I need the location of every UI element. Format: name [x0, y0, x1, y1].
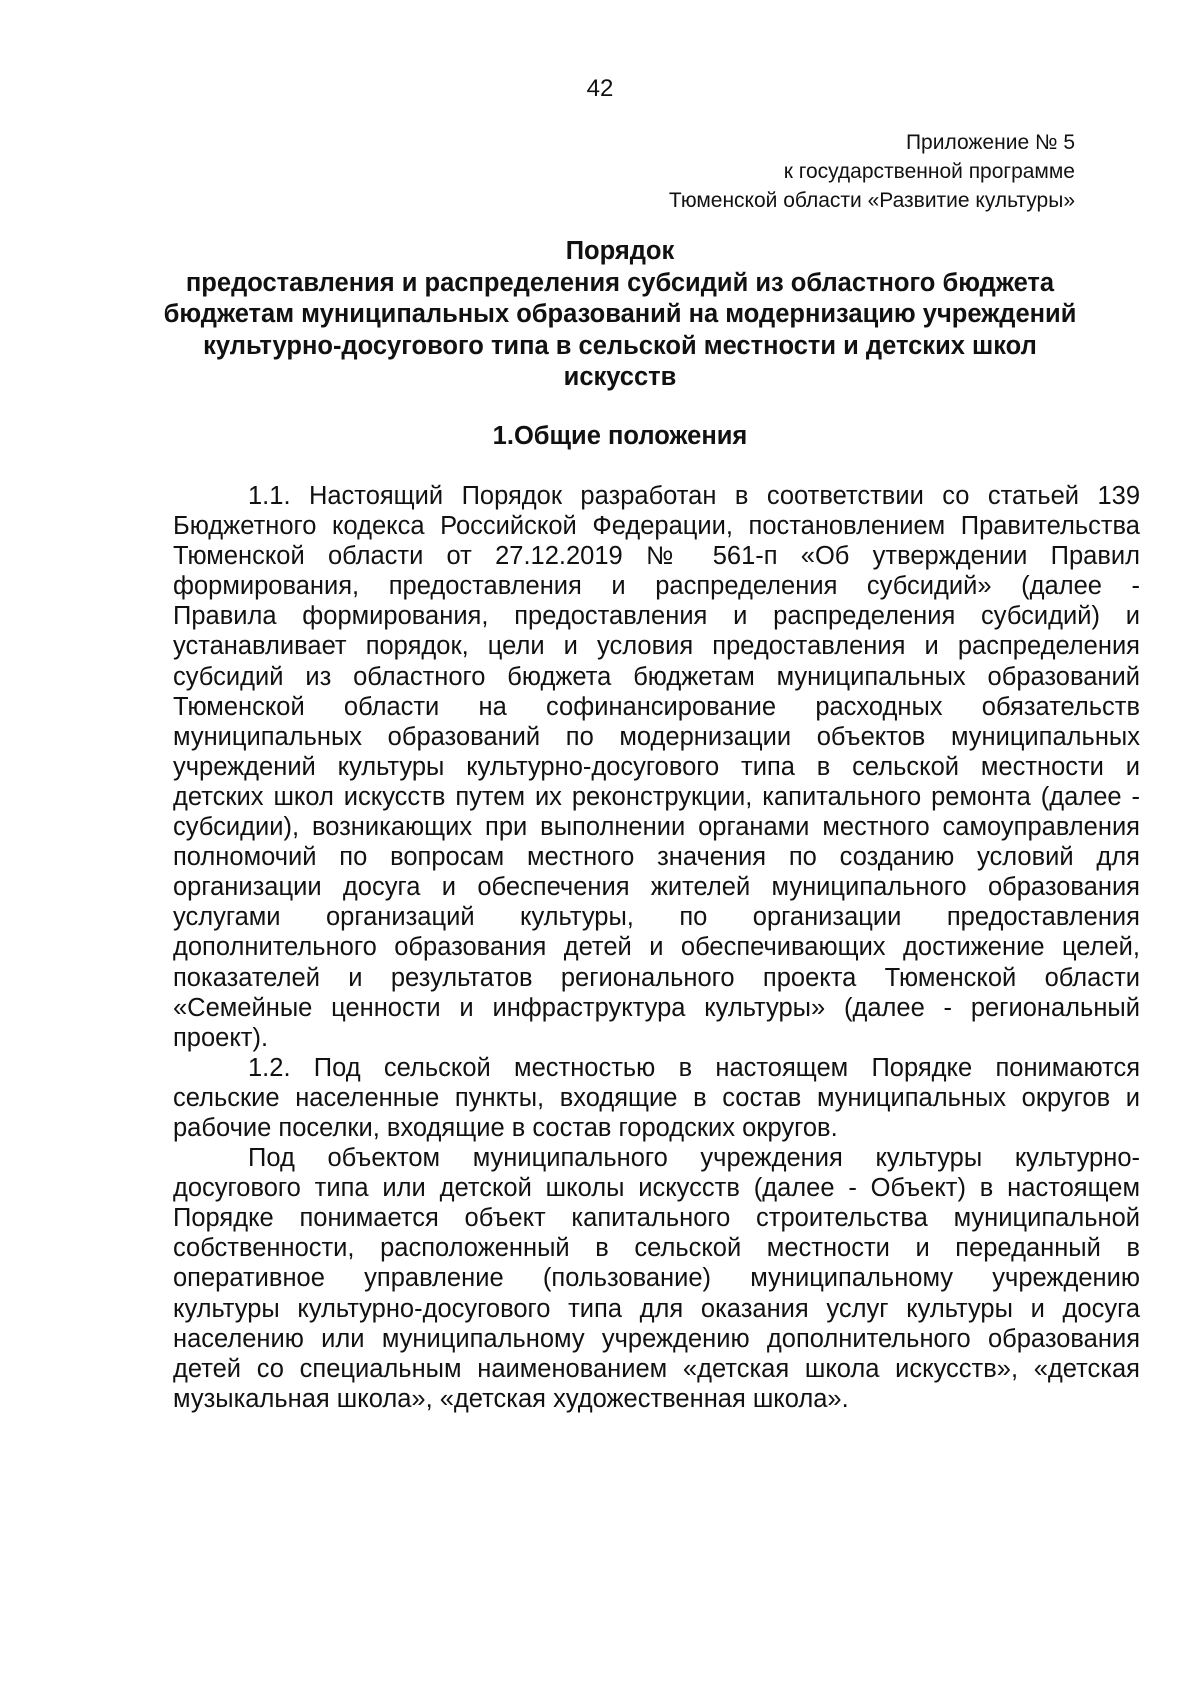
paragraph-line: музыкальная школа», «детская художественная школа».	[173, 1384, 849, 1413]
paragraph-line: субсидий из областного бюджета бюджетам муниципальных образований	[173, 662, 1140, 691]
paragraph	[173, 1053, 1140, 1143]
title-line: искусств	[563, 363, 677, 391]
paragraph-line: Порядке понимается объект капитального строительства муниципальной	[173, 1204, 1140, 1233]
paragraph	[173, 1143, 1140, 1414]
section-heading: 1.Общие положения	[492, 422, 748, 450]
paragraph-line: муниципальных образований по модернизации объектов муниципальных	[173, 722, 1140, 751]
title-line: культурно-досугового типа в сельской местности и детских школ	[203, 331, 1037, 360]
appendix-header	[515, 128, 1075, 215]
paragraph	[173, 481, 1140, 1053]
paragraph-line: дополнительного образования детей и обеспечивающих достижение целей,	[173, 933, 1140, 962]
paragraph-line: культуры культурно-досугового типа для оказания услуг культуры и досуга	[173, 1294, 1140, 1323]
paragraph-line: «Семейные ценности и инфраструктура культуры» (далее - региональный	[173, 993, 1140, 1022]
paragraph-line: собственности, расположенный в сельской местности и переданный в	[173, 1234, 1140, 1263]
appendix-line: Тюменской области «Развитие культуры»	[668, 189, 1075, 212]
paragraph-line: Тюменской области от 27.12.2019 № 561-п «Об утверждении Правил	[173, 542, 1140, 571]
paragraph-line: населению или муниципальному учреждению дополнительного образования	[173, 1324, 1140, 1353]
paragraph-line: 1.1. Настоящий Порядок разработан в соответствии со статьей 139	[248, 482, 1140, 510]
paragraph-line: Правила формирования, предоставления и распределения субсидий) и	[173, 602, 1140, 631]
paragraph-line: оперативное управление (пользование) муниципальному учреждению	[173, 1264, 1140, 1293]
paragraph-line: Под объектом муниципального учреждения культуры культурно-	[248, 1144, 1140, 1173]
paragraph-line: 1.2. Под сельской местностью в настоящем Порядке понимаются	[248, 1053, 1140, 1082]
body-text	[173, 481, 1140, 1414]
paragraph-line: Тюменской области на софинансирование расходных обязательств	[173, 692, 1140, 721]
appendix-line: Приложение № 5	[905, 131, 1075, 154]
paragraph-line: проект).	[173, 1023, 269, 1052]
paragraph-line: формирования, предоставления и распределения субсидий» (далее -	[173, 572, 1140, 601]
paragraph-line: устанавливает порядок, цели и условия предоставления и распределения	[173, 632, 1140, 661]
paragraph-line: организации досуга и обеспечения жителей муниципального образования	[173, 873, 1140, 902]
paragraph-line: рабочие поселки, входящие в состав городских округов.	[173, 1113, 838, 1142]
paragraph-line: субсидии), возникающих при выполнении органами местного самоуправления	[173, 813, 1140, 842]
paragraph-line: услугами организаций культуры, по организации предоставления	[173, 903, 1140, 932]
paragraph-line: Бюджетного кодекса Российской Федерации, постановлением Правительства	[173, 512, 1140, 541]
page-number: 42	[586, 75, 614, 102]
title-line: предоставления и распределения субсидий из областного бюджета	[185, 268, 1055, 297]
document-title	[160, 236, 1080, 394]
paragraph-line: полномочий по вопросам местного значения по созданию условий для	[173, 843, 1140, 872]
paragraph-line: детских школ искусств путем их реконструкции, капитального ремонта (далее -	[173, 782, 1140, 811]
title-line: бюджетам муниципальных образований на модернизацию учреждений	[163, 300, 1077, 328]
paragraph-line: досугового типа или детской школы искусств (далее - Объект) в настоящем	[173, 1174, 1140, 1203]
title-line: Порядок	[565, 237, 675, 265]
paragraph-line: показателей и результатов регионального проекта Тюменской области	[173, 963, 1140, 992]
appendix-line: к государственной программе	[783, 160, 1075, 183]
paragraph-line: сельские населенные пункты, входящие в состав муниципальных округов и	[173, 1083, 1140, 1112]
paragraph-line: детей со специальным наименованием «детская школа искусств», «детская	[173, 1354, 1140, 1383]
paragraph-line: учреждений культуры культурно-досугового типа в сельской местности и	[173, 752, 1140, 781]
